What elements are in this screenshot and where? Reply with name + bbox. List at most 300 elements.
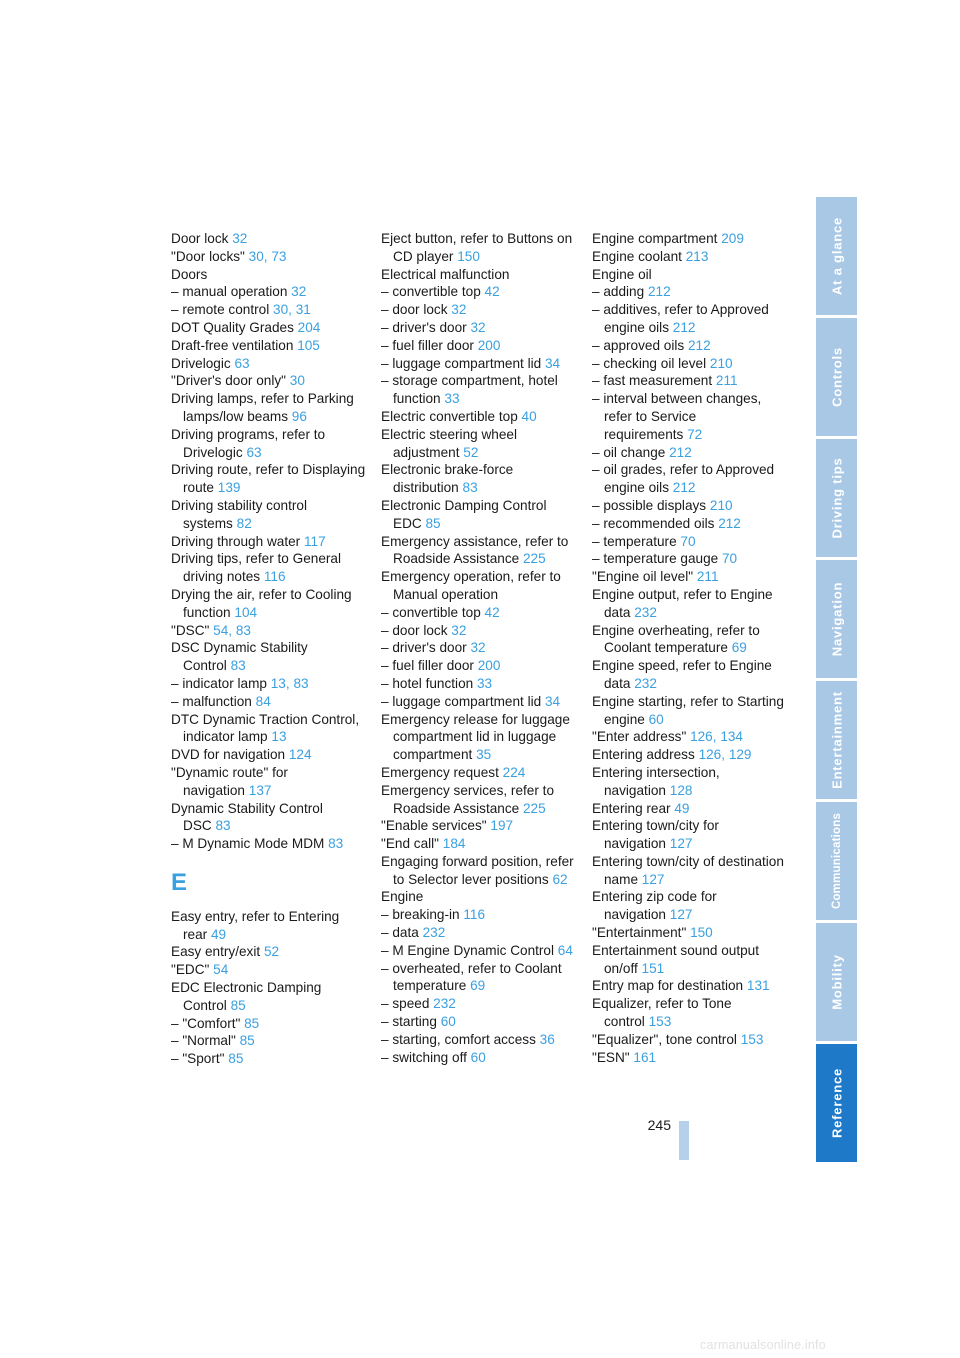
page-link[interactable]: 36: [539, 1031, 555, 1047]
index-entry: [381, 960, 581, 996]
index-entry: [592, 266, 792, 284]
page-link[interactable]: 54: [213, 622, 229, 638]
index-entry: [592, 746, 792, 764]
entry-text: Engine: [381, 889, 424, 905]
index-entry: [592, 728, 792, 746]
page-link[interactable]: 32: [470, 640, 486, 656]
entry-text: – breaking-in: [381, 907, 460, 923]
page-link[interactable]: 128: [669, 782, 693, 798]
entry-text: Driving tips, refer to General driving notes: [171, 551, 341, 585]
entry-text: – interval between changes, refer to Service requirements: [592, 391, 762, 442]
page-link[interactable]: 63: [246, 444, 262, 460]
index-entry: [171, 943, 371, 961]
entry-text: – "Comfort": [171, 1015, 241, 1031]
index-entry: [171, 283, 371, 301]
tab-driving-tips[interactable]: [816, 439, 857, 560]
entry-text: DTC Dynamic Traction Control, indicator lamp: [171, 711, 360, 745]
entry-text: – manual operation: [171, 284, 288, 300]
index-entry: [592, 461, 792, 497]
entry-text: Entering town/city for navigation: [592, 818, 719, 852]
page-link[interactable]: 210: [709, 355, 733, 371]
entry-text: Entering rear: [592, 800, 671, 816]
entry-text: – "Sport": [171, 1051, 225, 1067]
page-link[interactable]: 225: [522, 800, 546, 816]
index-entry: [592, 995, 792, 1031]
page-link[interactable]: 83: [293, 675, 309, 691]
entry-text: Electronic Damping Control EDC: [381, 497, 547, 531]
entry-text: Emergency services, refer to Roadside Assistance: [381, 782, 555, 816]
index-entry: [381, 924, 581, 942]
index-entry: [381, 782, 581, 818]
index-entry: [592, 355, 792, 373]
index-entry: [592, 497, 792, 515]
page-link[interactable]: 212: [672, 480, 696, 496]
entry-text: "Driver's door only": [171, 373, 286, 389]
tab-label: At a glance: [829, 216, 844, 296]
entry-text: – indicator lamp: [171, 675, 267, 691]
entry-text: Entry map for destination: [592, 978, 744, 994]
page-link[interactable]: 213: [685, 248, 709, 264]
page-link[interactable]: 200: [477, 658, 501, 674]
index-entry: [171, 800, 371, 836]
page-link[interactable]: 127: [669, 836, 693, 852]
page-link[interactable]: 13: [270, 675, 286, 691]
index-entry: [381, 657, 581, 675]
page-link[interactable]: 85: [228, 1051, 244, 1067]
page-link[interactable]: 52: [263, 944, 280, 960]
index-column-3: [592, 230, 792, 1066]
page-link[interactable]: 30: [289, 373, 305, 389]
entry-text: – overheated, refer to Coolant temperature: [381, 960, 562, 994]
page-link[interactable]: 150: [690, 925, 713, 941]
index-entry: [171, 248, 371, 266]
index-entry: [592, 888, 792, 924]
index-column-2: [381, 230, 581, 1066]
index-entry: [592, 853, 792, 889]
entry-text: – convertible top: [381, 604, 481, 620]
index-entry: [381, 337, 581, 355]
page-link[interactable]: 30: [248, 248, 264, 264]
index-entry: [381, 906, 581, 924]
tab-label: Driving tips: [829, 457, 844, 539]
entry-text: Engine output, refer to Engine data: [592, 586, 773, 620]
index-entry: [381, 675, 581, 693]
index-entry: [381, 639, 581, 657]
page-link[interactable]: 42: [484, 284, 500, 300]
entry-text: – remote control: [171, 302, 270, 318]
page-link[interactable]: 232: [422, 925, 446, 941]
entry-text: "Engine oil level": [592, 569, 694, 585]
page-link[interactable]: 60: [648, 711, 664, 727]
entry-text: "Enable services": [381, 818, 487, 834]
page-link[interactable]: 83: [235, 622, 251, 638]
page-link[interactable]: 60: [440, 1014, 456, 1030]
page-link[interactable]: 34: [544, 355, 561, 371]
tab-entertainment[interactable]: [816, 681, 857, 802]
index-entry: [592, 372, 792, 390]
entry-text: "End call": [381, 836, 440, 852]
index-entry: [592, 800, 792, 818]
index-entry: [381, 817, 581, 835]
page-link[interactable]: 54: [213, 962, 229, 978]
entry-text: Eject button, refer to Buttons on CD player: [381, 231, 573, 264]
index-entry: [171, 746, 371, 764]
index-entry: [381, 301, 581, 319]
page-link[interactable]: 211: [715, 373, 738, 389]
page-link[interactable]: 73: [271, 248, 287, 264]
entry-text: DOT Quality Grades: [171, 319, 294, 335]
page-separator: ,: [263, 248, 272, 264]
index-entry: [592, 550, 792, 568]
tab-reference[interactable]: [816, 1044, 857, 1162]
index-entry: [592, 817, 792, 853]
entry-text: "Door locks": [171, 248, 245, 264]
page-separator: ,: [712, 729, 721, 745]
entry-text: Emergency request: [381, 764, 499, 780]
index-entry: [381, 408, 581, 426]
index-entry: [381, 1031, 581, 1049]
index-entry: [171, 319, 371, 337]
page-separator: ,: [285, 675, 294, 691]
page-link[interactable]: 153: [740, 1031, 764, 1047]
index-entry: [592, 301, 792, 337]
entry-text: Drying the air, refer to Cooling function: [171, 586, 352, 620]
entry-text: Engine coolant: [592, 248, 682, 264]
page-link[interactable]: 64: [557, 942, 573, 958]
page-link[interactable]: 129: [728, 747, 752, 763]
index-entry: [592, 1049, 792, 1067]
index-entry: [592, 764, 792, 800]
entry-text: Engine compartment: [592, 231, 718, 246]
page-number: 245: [647, 1117, 671, 1133]
entry-text: Electrical malfunction: [381, 266, 510, 282]
entry-text: Drivelogic: [171, 355, 231, 371]
page-link[interactable]: 40: [521, 408, 537, 424]
entry-text: – additives, refer to Approved engine oils: [592, 302, 769, 335]
entry-text: – fuel filler door: [381, 337, 474, 353]
page-link[interactable]: 85: [425, 515, 441, 531]
page-link[interactable]: 104: [234, 604, 258, 620]
index-entry: [171, 1032, 371, 1050]
entry-text: – data: [381, 925, 419, 941]
page-link[interactable]: 105: [297, 337, 320, 353]
entry-text: – fast measurement: [592, 373, 713, 389]
entry-text: Engine speed, refer to Engine data: [592, 658, 772, 691]
page-link[interactable]: 212: [672, 319, 696, 335]
page-link[interactable]: 83: [462, 480, 478, 496]
page-link[interactable]: 30: [273, 302, 289, 318]
entry-text: Emergency assistance, refer to Roadside Assistance: [381, 533, 569, 567]
page-link[interactable]: 124: [288, 747, 312, 763]
page-link[interactable]: 49: [674, 800, 690, 816]
page-link[interactable]: 32: [451, 622, 467, 638]
entry-text: Entering town/city of destination name: [592, 853, 784, 887]
index-entry: [171, 764, 371, 800]
index-entry: [171, 266, 371, 284]
index-entry: [171, 675, 371, 693]
index-entry: [381, 319, 581, 337]
index-entry: [381, 853, 581, 889]
index-entry: [381, 622, 581, 640]
page-link[interactable]: 96: [291, 408, 307, 424]
page-link[interactable]: 33: [476, 675, 493, 691]
page-link[interactable]: 126: [690, 729, 713, 745]
index-entry: [171, 1050, 371, 1068]
index-entry: [381, 372, 581, 408]
index-entry: [592, 924, 792, 942]
index-entry: [171, 230, 371, 248]
entry-text: – possible displays: [592, 497, 707, 513]
page-link[interactable]: 184: [442, 836, 466, 852]
index-entry: [381, 835, 581, 853]
entry-text: – oil change: [592, 444, 666, 460]
entry-text: – approved oils: [592, 337, 685, 353]
page-link[interactable]: 200: [477, 337, 501, 353]
page-link[interactable]: 35: [476, 747, 492, 763]
entry-text: "Dynamic route" for navigation: [171, 764, 288, 798]
page-link[interactable]: 139: [217, 480, 241, 496]
chapter-tabs: [816, 197, 857, 1162]
page-link[interactable]: 232: [634, 604, 657, 620]
entry-text: – door lock: [381, 622, 448, 638]
entry-text: Dynamic Stability Control DSC: [171, 800, 323, 834]
entry-text: Doors: [171, 266, 208, 282]
page-link[interactable]: 127: [669, 907, 693, 923]
entry-text: – hotel function: [381, 675, 474, 691]
page-link[interactable]: 116: [463, 907, 486, 923]
page-link[interactable]: 84: [255, 693, 271, 709]
index-entry: [171, 497, 371, 533]
entry-text: – checking oil level: [592, 355, 707, 371]
entry-text: DVD for navigation: [171, 747, 286, 763]
index-entry: [592, 283, 792, 301]
index-entry: [381, 283, 581, 301]
entry-text: "EDC": [171, 962, 210, 978]
index-entry: [592, 230, 792, 248]
entry-text: Draft-free ventilation: [171, 337, 294, 353]
page-link[interactable]: 225: [522, 551, 546, 567]
index-entry: [381, 995, 581, 1013]
page-link[interactable]: 232: [634, 675, 657, 691]
page-link[interactable]: 83: [230, 658, 246, 674]
tab-communications[interactable]: [816, 802, 857, 923]
page-link[interactable]: 32: [232, 231, 248, 246]
index-entry: [381, 888, 581, 906]
page-link[interactable]: 150: [457, 248, 480, 264]
entry-text: Driving through water: [171, 533, 301, 549]
page-link[interactable]: 85: [244, 1015, 260, 1031]
page-number-bar: [679, 1121, 689, 1160]
entry-text: – driver's door: [381, 640, 467, 656]
entry-text: Equalizer, refer to Tone control: [592, 996, 732, 1030]
index-entry: [381, 266, 581, 284]
index-entry: [171, 390, 371, 426]
index-entry: [592, 533, 792, 551]
page-link[interactable]: 212: [687, 337, 711, 353]
page-link[interactable]: 210: [709, 497, 733, 513]
tab-controls[interactable]: [816, 318, 857, 439]
tab-label: Controls: [829, 347, 844, 407]
page-link[interactable]: 85: [239, 1033, 255, 1049]
entry-text: "DSC": [171, 622, 210, 638]
entry-text: "ESN": [592, 1049, 630, 1065]
page-link[interactable]: 52: [463, 444, 479, 460]
page-link[interactable]: 33: [444, 391, 460, 407]
tab-navigation[interactable]: [816, 560, 857, 681]
index-entry: [381, 711, 581, 764]
entry-text: Engine overheating, refer to Coolant temperature: [592, 622, 760, 656]
page-link[interactable]: 69: [470, 978, 486, 994]
page-link[interactable]: 63: [234, 355, 250, 371]
index-entry: [171, 639, 371, 675]
watermark: carmanualsonline.info: [700, 1338, 826, 1352]
page-link[interactable]: 82: [236, 515, 252, 531]
entry-text: Entering intersection, navigation: [592, 764, 720, 798]
page-link[interactable]: 49: [210, 926, 227, 942]
page-link[interactable]: 69: [731, 640, 747, 656]
page-link[interactable]: 224: [502, 764, 526, 780]
page-separator: ,: [721, 747, 729, 763]
index-entry: [592, 622, 792, 658]
entry-text: – convertible top: [381, 284, 481, 300]
entry-text: – storage compartment, hotel function: [381, 373, 558, 407]
page-link[interactable]: 137: [248, 782, 272, 798]
entry-text: – M Engine Dynamic Control: [381, 942, 555, 958]
entry-text: "Enter address": [592, 729, 687, 745]
index-entry: [381, 693, 581, 711]
page-separator: ,: [228, 622, 236, 638]
entry-text: – switching off: [381, 1049, 467, 1065]
entry-text: Entering address: [592, 747, 695, 763]
entry-text: Easy entry/exit: [171, 944, 261, 960]
index-entry: [171, 301, 371, 319]
page-link[interactable]: 72: [687, 426, 703, 442]
index-entry: [381, 230, 581, 266]
index-entry: [592, 568, 792, 586]
page-link[interactable]: 13: [271, 729, 287, 745]
index-entry: [592, 390, 792, 443]
entry-text: – "Normal": [171, 1033, 236, 1049]
page-link[interactable]: 212: [669, 444, 692, 460]
index-entry: [592, 586, 792, 622]
entry-text: Emergency operation, refer to Manual operation: [381, 569, 561, 602]
index-entry: [381, 764, 581, 782]
page-link[interactable]: 42: [484, 604, 500, 620]
index-entry: [171, 961, 371, 979]
tab-label: Reference: [829, 1067, 844, 1139]
page-link[interactable]: 134: [720, 729, 743, 745]
tab-label: Mobility: [829, 954, 844, 1010]
page-separator: ,: [288, 302, 296, 318]
page-link[interactable]: 32: [470, 319, 486, 335]
page-link[interactable]: 34: [544, 693, 561, 709]
index-entry: [171, 337, 371, 355]
index-entry: [592, 942, 792, 978]
index-column-1: [171, 230, 371, 1068]
page-link[interactable]: 131: [746, 978, 770, 994]
index-entry: [171, 586, 371, 622]
entry-text: Engaging forward position, refer to Selector lever positions: [381, 853, 574, 887]
entry-text: – malfunction: [171, 693, 252, 709]
entry-text: – adding: [592, 284, 645, 300]
page-link[interactable]: 209: [721, 231, 744, 246]
index-entry: [171, 835, 371, 853]
index-entry: [592, 444, 792, 462]
entry-text: – fuel filler door: [381, 658, 474, 674]
index-entry: [381, 1049, 581, 1067]
index-entry: [171, 550, 371, 586]
index-entry: [171, 711, 371, 747]
page-link[interactable]: 60: [470, 1049, 486, 1065]
page-link[interactable]: 31: [295, 302, 311, 318]
page-link[interactable]: 126: [698, 747, 722, 763]
index-entry: [381, 604, 581, 622]
page-link[interactable]: 32: [291, 284, 307, 300]
index-entry: [381, 568, 581, 604]
index-entry: [171, 622, 371, 640]
entry-text: Emergency release for luggage compartment lid in luggage compartment: [381, 711, 570, 763]
page-link[interactable]: 151: [641, 960, 665, 976]
page-link[interactable]: 70: [722, 551, 738, 567]
index-entry: [171, 693, 371, 711]
page-link[interactable]: 127: [641, 871, 665, 887]
page-link[interactable]: 212: [647, 284, 671, 300]
entry-text: – starting, comfort access: [381, 1031, 536, 1047]
page-link[interactable]: 211: [696, 569, 719, 585]
entry-text: EDC Electronic Damping Control: [171, 980, 322, 1013]
index-entry: [381, 461, 581, 497]
entry-text: "Entertainment": [592, 925, 687, 941]
page-link[interactable]: 204: [297, 319, 321, 335]
entry-text: – luggage compartment lid: [381, 693, 542, 709]
index-entry: [381, 355, 581, 373]
entry-text: – luggage compartment lid: [381, 355, 542, 371]
entry-text: – temperature: [592, 533, 677, 549]
page-link[interactable]: 212: [718, 515, 741, 531]
entry-text: Driving programs, refer to Drivelogic: [171, 426, 326, 460]
entry-text: Easy entry, refer to Entering rear: [171, 908, 340, 942]
index-entry: [171, 533, 371, 551]
entry-text: – starting: [381, 1014, 437, 1030]
entry-text: – oil grades, refer to Approved engine oils: [592, 462, 775, 496]
page-link[interactable]: 70: [680, 533, 696, 549]
page-link[interactable]: 197: [490, 818, 514, 834]
page-link[interactable]: 85: [230, 997, 246, 1013]
page-link[interactable]: 83: [328, 836, 344, 852]
index-entry: [592, 1031, 792, 1049]
page-link[interactable]: 116: [263, 569, 286, 585]
page-link[interactable]: 32: [451, 302, 467, 318]
index-entry: [171, 908, 371, 944]
entry-text: – M Dynamic Mode MDM: [171, 836, 325, 852]
page-link[interactable]: 232: [433, 996, 456, 1012]
index-entry: [592, 248, 792, 266]
entry-text: Driving route, refer to Displaying route: [171, 462, 366, 496]
tab-mobility[interactable]: [816, 923, 857, 1044]
entry-text: Driving stability control systems: [171, 497, 307, 531]
page-link[interactable]: 161: [633, 1049, 657, 1065]
page-link[interactable]: 62: [552, 871, 568, 887]
entry-text: Electronic brake-force distribution: [381, 462, 514, 496]
page-link[interactable]: 117: [303, 533, 326, 549]
page-link[interactable]: 153: [648, 1014, 672, 1030]
index-entry: [592, 515, 792, 533]
page-link[interactable]: 83: [215, 818, 231, 834]
index-entry: [381, 426, 581, 462]
entry-text: – door lock: [381, 302, 448, 318]
tab-at-a-glance[interactable]: [816, 197, 857, 318]
tab-label: Entertainment: [829, 691, 844, 789]
